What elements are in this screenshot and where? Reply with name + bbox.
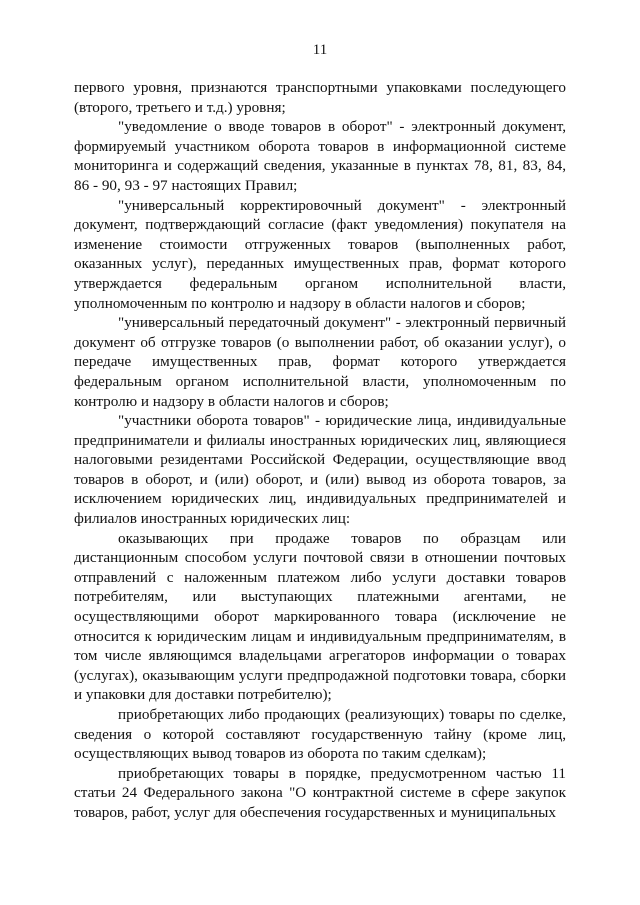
paragraph: первого уровня, признаются транспортными упаковками последующего (второго, третьего и т.д.) уровня; [74,79,566,116]
paragraph: "универсальный передаточный документ" - электронный первичный документ об отгрузке товаров (о выполнении работ, об оказании услуг), о передаче имущественных прав, формат которого утверждается федеральным органом исполнительной власти, уполномоченным по контролю и надзору в области налогов и сборов; [74,314,566,410]
paragraph: оказывающих при продаже товаров по образцам или дистанционным способом услуги почтовой связи в отношении почтовых отправлений с наложенным платежом либо услуги доставки товаров потребителям, или выступающих платежными агентами, не осуществляющими оборот маркированного товара (исключение не относится к юридическим лицам и индивидуальным предпринимателям, в том числе являющимся владельцами агрегаторов информации о товарах (услугах), оказывающим услуги предпродажной подготовки товара, сборки и упаковки для доставки потребителю); [74,529,566,704]
paragraph: "участники оборота товаров" - юридические лица, индивидуальные предприниматели и филиалы иностранных юридических лиц, являющиеся налоговыми резидентами Российской Федерации, осуществляющие ввод товаров в оборот, и (или) оборот, и (или) вывод из оборота товаров, за исключением юридических лиц, индивидуальных предпринимателей и филиалов иностранных юридических лиц: [74,412,566,528]
paragraph: приобретающих товары в порядке, предусмотренном частью 11 статьи 24 Федерального закона "О контрактной системе в сфере закупок товаров, работ, услуг для обеспечения государственных и муниципальных [74,764,566,821]
document-body [74,78,566,823]
paragraph: "уведомление о вводе товаров в оборот" - электронный документ, формируемый участником оборота товаров в информационной системе мониторинга и содержащий сведения, указанные в пунктах 78, 81, 83, 84, 86 - 90, 93 - 97 настоящих Правил; [74,118,566,194]
paragraph: приобретающих либо продающих (реализующих) товары по сделке, сведения о которой составляют государственную тайну (кроме лиц, осуществляющих вывод товаров из оборота по таким сделкам); [74,706,566,763]
paragraph: "универсальный корректировочный документ" - электронный документ, подтверждающий согласие (факт уведомления) покупателя на изменение стоимости отгруженных товаров (выполненных работ, оказанных услуг), переданных имущественных прав, формат которого утверждается федеральным органом исполнительной власти, уполномоченным по контролю и надзору в области налогов и сборов; [74,196,566,312]
page-number: 11 [312,42,328,58]
